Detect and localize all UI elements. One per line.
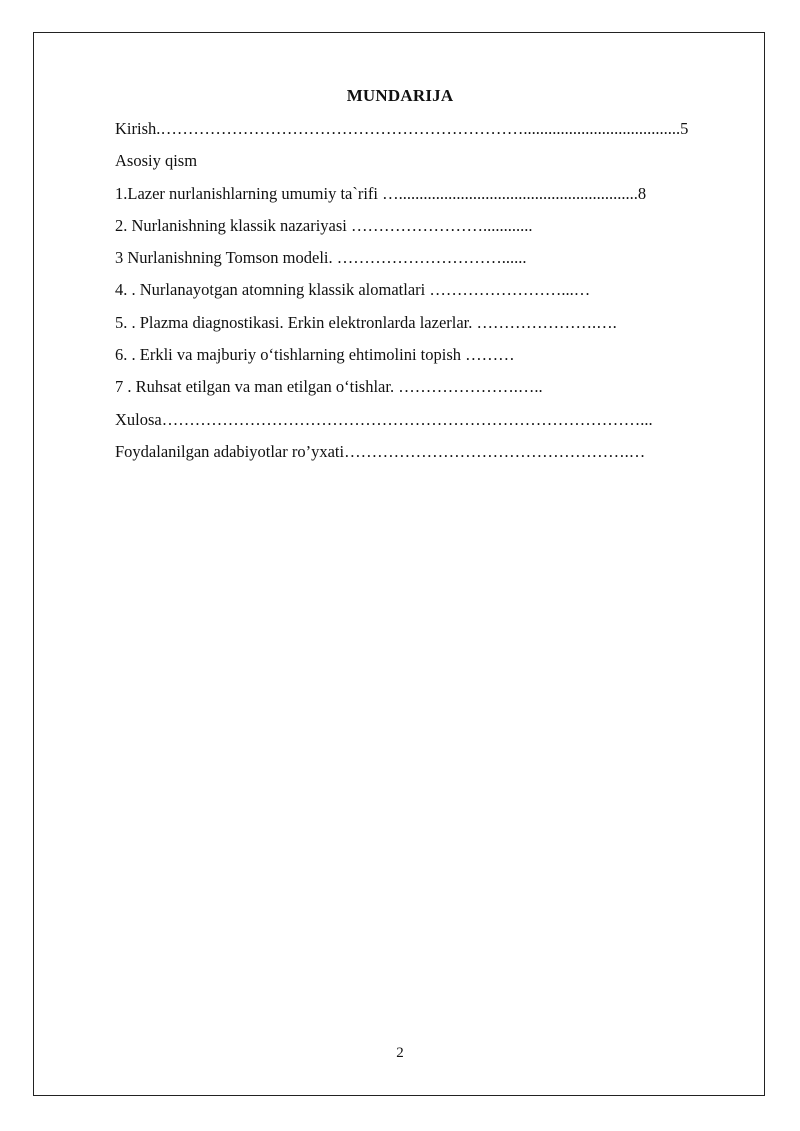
document-title: MUNDARIJA (346, 86, 454, 105)
toc-entry-6: 6. . Erkli va majburiy o‘tishlarning ehtimolini topish ……… (115, 345, 515, 365)
toc-entry-1: 1.Lazer nurlanishlarning umumiy ta`rifi …..........................................................8 (115, 183, 647, 203)
toc-entry-4: 4. . Nurlanayotgan atomning klassik alomatlari ……………………...… (115, 280, 591, 300)
toc-entry-5: 5. . Plazma diagnostikasi. Erkin elektronlarda lazerlar. ………………….…. (115, 312, 617, 332)
table-of-contents (115, 117, 735, 472)
toc-entry-asosiy-qism: Asosiy qism (115, 151, 198, 171)
toc-entry-3: 3 Nurlanishning Tomson modeli. …………………………...... (115, 248, 527, 268)
toc-entry-xulosa: Xulosa……………………………………………………………………………... (115, 409, 653, 429)
toc-entry-2: 2. Nurlanishning klassik nazariyasi ……………………............ (115, 215, 533, 235)
page-number: 2 (396, 1045, 404, 1061)
toc-entry-kirish: Kirish.…………………………………………………………......................................5 (115, 119, 689, 138)
toc-entry-7: 7 . Ruhsat etilgan va man etilgan o‘tishlar. ………………….….. (115, 377, 543, 397)
toc-entry-adabiyotlar: Foydalanilgan adabiyotlar ro’yxati…………………………………………….… (115, 441, 646, 461)
